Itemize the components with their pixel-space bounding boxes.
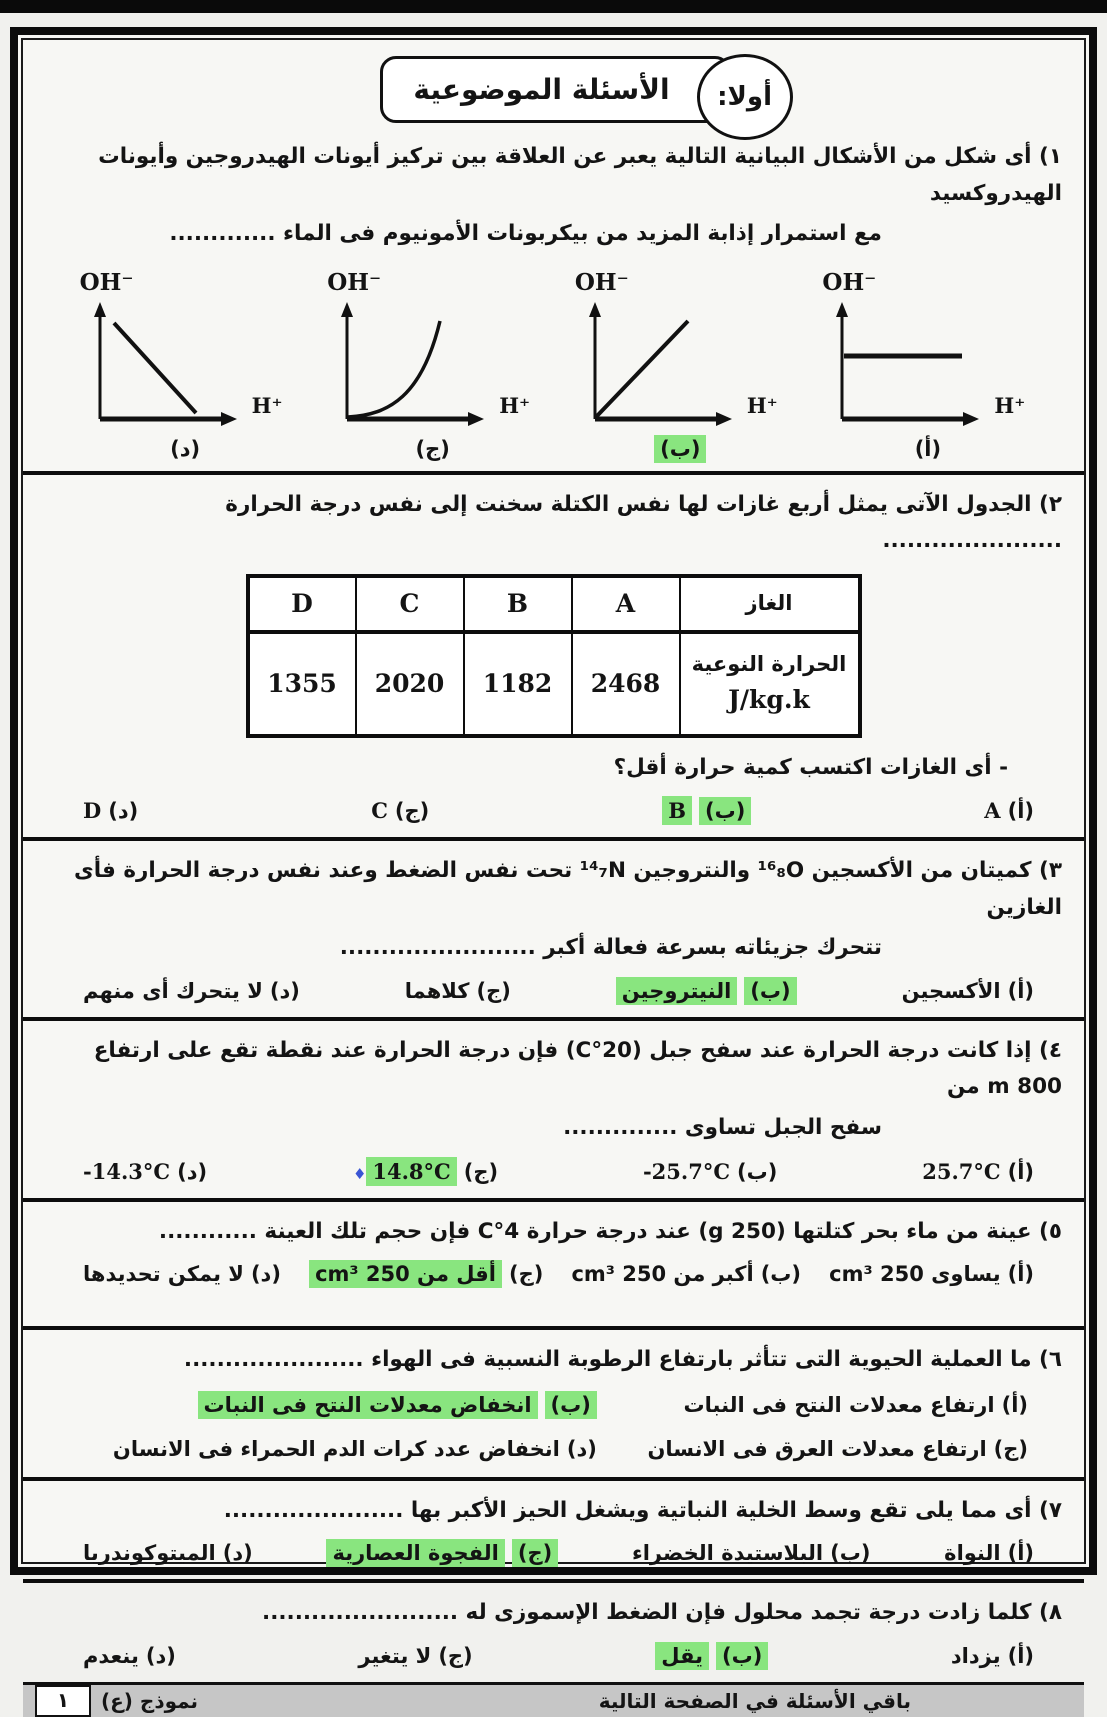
x-axis-arrowhead	[963, 412, 979, 426]
page-number-box: ١	[35, 1685, 91, 1717]
answer-marker-diamond-icon: ♦	[352, 1164, 367, 1183]
question-4-text: ٤) إذا كانت درجة الحرارة عند سفح جبل (20°C) فإن درجة الحرارة عند نقطة تقع على ارتفاع 800 m من	[93, 1037, 1062, 1100]
graph-d-caption: (د)	[170, 436, 201, 461]
option-b: (ب)يقل	[655, 1644, 768, 1668]
section-first-label: أولا:	[717, 82, 772, 112]
question-7-options	[39, 1531, 1068, 1571]
table-header-A: A	[572, 576, 680, 632]
question-6-section	[23, 1330, 1084, 1477]
x-axis-label: H⁺	[251, 392, 283, 418]
option-d: (د)الميتوكوندريا	[83, 1541, 253, 1566]
graph-a-plot	[818, 299, 994, 431]
question-6-options	[39, 1381, 1068, 1469]
option-b: (ب)النيتروجين	[616, 979, 797, 1003]
x-axis-arrowhead	[716, 412, 732, 426]
option-a: (أ)A	[984, 798, 1034, 824]
table-header-D: D	[248, 576, 356, 632]
row-label-unit: J/kg.k	[728, 684, 810, 714]
scan-top-bar	[0, 0, 1107, 13]
graph-option-d	[70, 269, 295, 461]
question-2-sub-question: - أى الغازات اكتسب كمية حرارة أقل؟	[613, 754, 1008, 780]
section-title: الأسئلة الموضوعية	[413, 73, 670, 106]
question-4-options	[39, 1149, 1068, 1190]
option-b: (ب)انخفاض معدلات النتح فى النبات	[63, 1393, 597, 1417]
option-a: (أ)يزداد	[950, 1643, 1034, 1668]
question-4-text-line2: سفح الجبل تساوى ..............	[563, 1115, 882, 1141]
option-c: (ج)الفجوة العصارية	[326, 1541, 558, 1565]
y-axis-arrowhead	[94, 302, 106, 317]
question-7-section	[23, 1481, 1084, 1580]
question-5-text: ٥) عينة من ماء بحر كتلتها (250 g) عند درجة حرارة 4°C فإن حجم تلك العينة ............	[158, 1218, 1062, 1244]
option-d: (د)لا يتحرك أى منهم	[83, 978, 300, 1003]
option-c: (ج)14.8°C♦	[352, 1158, 499, 1184]
option-b: (ب)البلاستيدة الخضراء	[631, 1541, 871, 1566]
question-8-number: ٨)	[1039, 1600, 1062, 1626]
exam-model-label: نموذج (ع)	[101, 1688, 199, 1713]
option-c: (ج)C	[371, 798, 430, 824]
option-a: (أ)ارتفاع معدلات النتح فى النبات	[683, 1392, 1028, 1417]
y-axis-arrowhead	[589, 302, 601, 317]
question-1-text: ١) أى شكل من الأشكال البيانية التالية يعبر عن العلاقة بين تركيز أيونات الهيدروجين وأيونات الهيدروكسيد	[98, 144, 1062, 206]
question-5-number: ٥)	[1039, 1218, 1062, 1244]
value-B: 1182	[464, 632, 572, 736]
question-4-section	[23, 1021, 1084, 1198]
option-d: (د)D	[83, 798, 139, 824]
option-a: (أ)الأكسجين	[901, 978, 1034, 1003]
table-header-B: B	[464, 576, 572, 632]
section-title-box	[380, 56, 730, 123]
x-axis-label: H⁺	[746, 392, 778, 418]
option-a: (أ)25.7°C	[922, 1158, 1034, 1184]
option-b: (ب)B	[662, 798, 751, 823]
gas-heat-table	[246, 574, 862, 738]
page-footer	[23, 1682, 1084, 1717]
x-axis-arrowhead	[468, 412, 484, 426]
curve-linear-decreasing	[114, 323, 196, 413]
value-D: 1355	[248, 632, 356, 736]
graph-option-a	[812, 269, 1037, 461]
graph-option-c	[317, 269, 542, 461]
graph-c-plot	[323, 299, 499, 431]
question-3-number: ٣)	[1039, 858, 1062, 884]
question-8-text: ٨) كلما زادت درجة تجمد محلول فإن الضغط الإسموزى له ........................	[262, 1600, 1062, 1626]
option-c: (ج)لا يتغير	[358, 1643, 473, 1668]
graph-b-plot	[571, 299, 747, 431]
option-c: (ج)ارتفاع معدلات العرق فى الانسان	[647, 1436, 1028, 1461]
question-2-text: ٢) الجدول الآتى يمثل أربع غازات لها نفس الكتلة سخنت إلى نفس درجة الحرارة ......................	[225, 491, 1062, 554]
graph-a-caption: (أ)	[914, 436, 942, 461]
y-axis-label: OH⁻	[574, 268, 629, 296]
question-2-options	[39, 788, 1068, 829]
option-c: (ج)كلاهما	[404, 978, 511, 1003]
option-d: (د)-14.3°C	[83, 1158, 208, 1184]
section-first-badge	[697, 54, 793, 140]
y-axis-arrowhead	[341, 302, 353, 317]
question-8-section	[23, 1583, 1084, 1682]
y-axis-arrowhead	[836, 302, 848, 317]
graph-d-plot	[76, 299, 252, 431]
continue-note: باقي الأسئلة في الصفحة التالية	[598, 1688, 911, 1713]
question-5-section	[23, 1202, 1084, 1327]
value-C: 2020	[356, 632, 464, 736]
question-3-text-line2: تتحرك جزيئاته بسرعة فعالة أكبر ........................	[339, 935, 882, 961]
curve-linear-increasing	[596, 321, 688, 417]
question-5-options	[39, 1252, 1068, 1292]
question-3-options	[39, 969, 1068, 1009]
option-b: (ب)-25.7°C	[642, 1158, 778, 1184]
table-data-row	[248, 632, 860, 736]
section-heading	[376, 56, 772, 123]
exam-page-frame	[10, 27, 1097, 1713]
question-2-section	[23, 475, 1084, 838]
question-3-section	[23, 841, 1084, 1017]
graph-option-b	[565, 269, 790, 461]
exam-page-content	[21, 38, 1086, 1713]
question-7-text: ٧) أى مما يلى تقع وسط الخلية النباتية ويشغل الحيز الأكبر بها ......................	[223, 1497, 1062, 1523]
value-A: 2468	[572, 632, 680, 736]
question-1-section	[23, 40, 1084, 471]
option-d: (د)انخفاض عدد كرات الدم الحمراء فى الانسان	[112, 1436, 597, 1461]
graph-c-caption: (ج)	[415, 436, 450, 461]
curve-exponential-increasing	[348, 321, 440, 417]
question-4-number: ٤)	[1039, 1037, 1062, 1063]
table-header-gas: الغاز	[680, 576, 860, 632]
y-axis-label: OH⁻	[79, 268, 134, 296]
option-c: (ج)أقل من 250 cm³	[309, 1262, 543, 1286]
y-axis-label: OH⁻	[327, 268, 382, 296]
question-1-text-line2: مع استمرار إذابة المزيد من بيكربونات الأمونيوم فى الماء .............	[169, 221, 882, 247]
table-header-row	[248, 576, 860, 632]
table-header-C: C	[356, 576, 464, 632]
question-2-number: ٢)	[1039, 491, 1062, 517]
question-8-options	[39, 1634, 1068, 1674]
option-a: (أ)يساوى 250 cm³	[829, 1262, 1034, 1287]
x-axis-label: H⁺	[994, 392, 1026, 418]
row-label-specific-heat: الحرارة النوعية J/kg.k	[680, 632, 860, 736]
x-axis-arrowhead	[221, 412, 237, 426]
option-b: (ب)أكبر من 250 cm³	[571, 1262, 802, 1287]
question-6-text: ٦) ما العملية الحيوية التى تتأثر بارتفاع الرطوبة النسبية فى الهواء ......................	[183, 1347, 1062, 1373]
question-1-graph-options	[39, 255, 1068, 463]
question-6-number: ٦)	[1039, 1347, 1062, 1373]
option-d: (د)لا يمكن تحديدها	[83, 1262, 281, 1287]
option-d: (د)ينعدم	[83, 1643, 176, 1668]
y-axis-label: OH⁻	[822, 268, 877, 296]
option-a: (أ)النواة	[944, 1541, 1034, 1566]
x-axis-label: H⁺	[499, 392, 531, 418]
graph-b-caption: (ب)	[571, 437, 790, 461]
question-7-number: ٧)	[1039, 1497, 1062, 1523]
question-1-number: ١)	[1039, 144, 1062, 169]
question-3-text: ٣) كميتان من الأكسجين ¹⁶₈O والنتروجين ¹⁴₇N تحت نفس الضغط وعند نفس درجة الحرارة فأى الغازين	[74, 858, 1062, 920]
